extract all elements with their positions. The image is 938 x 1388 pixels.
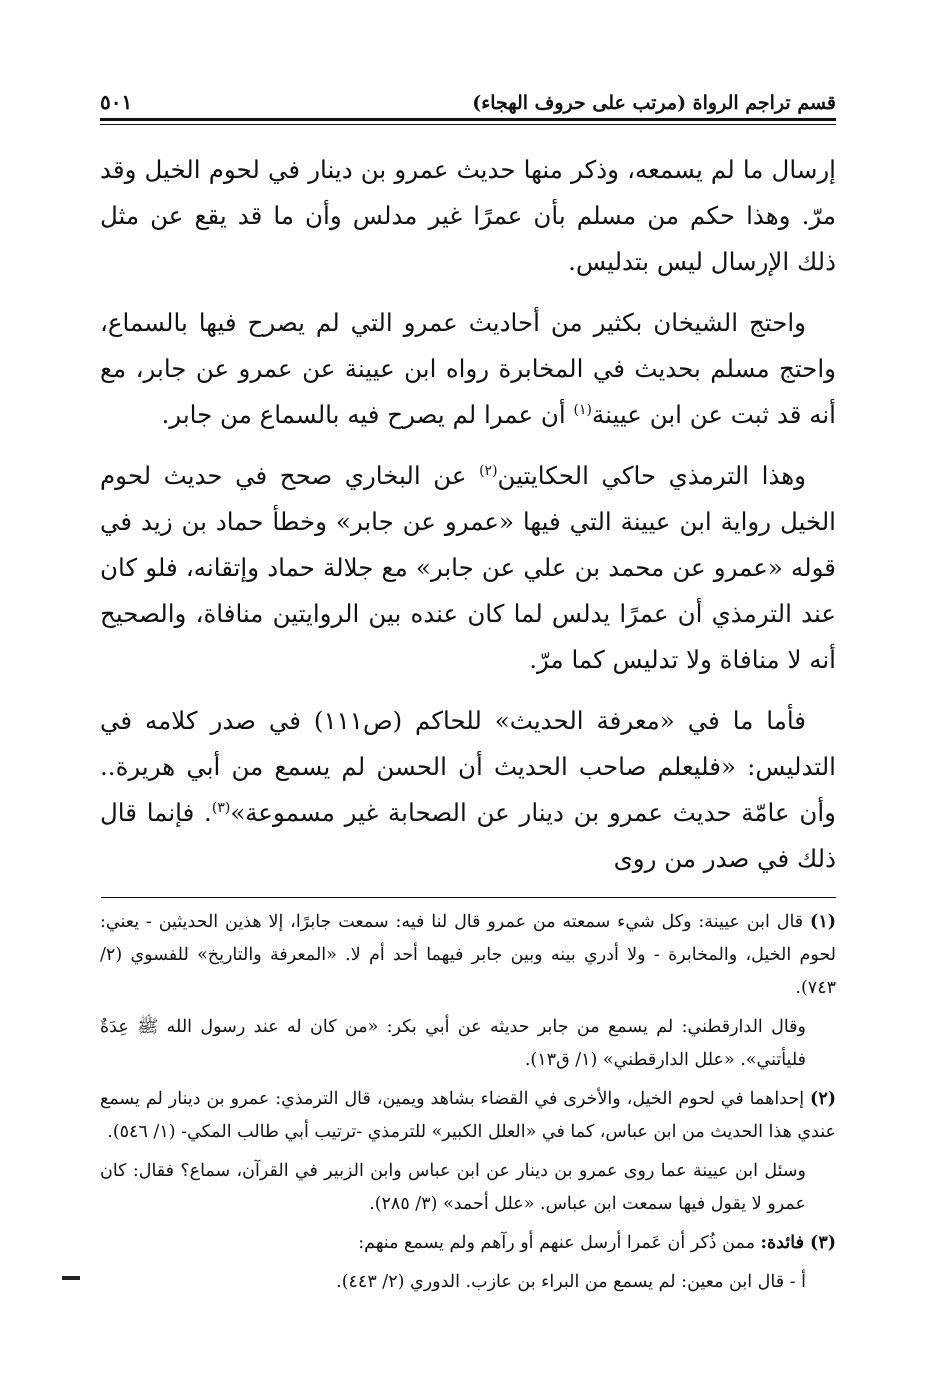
- footnote-1-text: قال ابن عيينة: وكل شيء سمعته من عمرو قال لنا فيه: سمعت جابرًا، إلا هذين الحديثين - يعني: لحوم الخيل، والمخابرة - ولا أدري بينه وبين جابر فيهما أحد أم لا. «المعرفة والتاريخ» للفسوي (٢/ ٧٤٣).: [100, 912, 836, 998]
- main-text: [100, 147, 836, 882]
- page-number: ٥٠١: [100, 90, 133, 114]
- footnote-1-number: (١): [810, 912, 836, 932]
- header-rule-thin: [100, 124, 836, 125]
- footnote-1-continued: وقال الدارقطني: لم يسمع من جابر حديثه عن أبي بكر: «من كان له عند رسول الله ﷺ عِدَةٌ فليأتني». «علل الدارقطني» (١/ ق١٣).: [100, 1017, 806, 1070]
- footnote-2-number: (٢): [810, 1089, 836, 1109]
- page-header: [100, 78, 836, 114]
- footnote-2-text: إحداهما في لحوم الخيل، والأخرى في القضاء بشاهد ويمين، قال الترمذي: عمرو بن دينار لم يسمع عندي هذا الحديث من ابن عباس، كما في «العلل الكبير» للترمذي -ترتيب أبي طالب المكي- (١/ ٥٤٦).: [100, 1089, 836, 1142]
- header-rule-thick: [100, 118, 836, 121]
- footnotes: [100, 906, 836, 1299]
- footnote-ref-1: (١): [573, 401, 592, 418]
- footnote-ref-3: (٣): [211, 799, 231, 816]
- margin-mark: [62, 1276, 80, 1280]
- footnote-ref-2: (٢): [479, 462, 498, 479]
- footnote-3-number: (٣): [810, 1233, 836, 1253]
- paragraph-4-text-b: . فإنما قال ذلك في صدر من روى: [100, 798, 836, 873]
- footnote-1: [100, 906, 836, 1005]
- paragraph-3: [100, 453, 836, 683]
- running-title: قسم تراجم الرواة (مرتب على حروف الهجاء): [472, 92, 836, 114]
- footnote-separator: [101, 897, 836, 898]
- paragraph-2-text-b: أن عمرا لم يصرح فيه بالسماع من جابر.: [161, 400, 574, 429]
- footnote-3-item-a: أ - قال ابن معين: لم يسمع من البراء بن عازب. الدوري (٢/ ٤٤٣).: [336, 1272, 806, 1292]
- paragraph-4-text-a: فأما ما في «معرفة الحديث» للحاكم (ص١١١) في صدر كلامه في التدليس: «فليعلم صاحب الحديث أن الحسن لم يسمع من أبي هريرة.. وأن عامّة حديث عمرو بن دينار عن الصحابة غير مسموعة»: [100, 706, 836, 827]
- footnote-3-label: فائدة:: [760, 1233, 811, 1253]
- paragraph-2-text-a: واحتج الشيخان بكثير من أحاديث عمرو التي لم يصرح فيها بالسماع، واحتج مسلم بحديث في المخابرة رواه ابن عيينة عن عمرو عن جابر، مع أنه قد ثبت عن ابن عيينة: [100, 308, 836, 429]
- footnote-2: [100, 1083, 836, 1149]
- footnote-2-continued: وسئل ابن عيينة عما روى عمرو بن دينار عن ابن عباس وابن الزبير في القرآن، سماع؟ فقال: كان عمرو لا يقول فيها سمعت ابن عباس. «علل أحمد» (٣/ ٢٨٥).: [100, 1161, 806, 1214]
- paragraph-1: إرسال ما لم يسمعه، وذكر منها حديث عمرو بن دينار في لحوم الخيل وقد مرّ. وهذا حكم من مسلم بأن عمرًا غير مدلس وأن ما قد يقع عن مثل ذلك الإرسال ليس بتدليس.: [100, 155, 836, 276]
- paragraph-4: [100, 698, 836, 882]
- paragraph-2: [100, 300, 836, 438]
- paragraph-3-text-a: وهذا الترمذي حاكي الحكايتين: [497, 461, 806, 490]
- paragraph-3-text-b: عن البخاري صحح في حديث لحوم الخيل رواية ابن عيينة التي فيها «عمرو عن جابر» وخطأ حماد بن زيد في قوله «عمرو عن محمد بن علي عن جابر» مع جلالة حماد وإتقانه، فلو كان عند الترمذي أن عمرًا يدلس لما كان عنده بين الروايتين منافاة، والصحيح أنه لا منافاة ولا تدليس كما مرّ.: [100, 461, 836, 674]
- footnote-3: [100, 1227, 836, 1260]
- footnote-3-text: ممن ذُكر أن عَمرا أرسل عنهم أو رآهم ولم يسمع منهم:: [358, 1233, 761, 1253]
